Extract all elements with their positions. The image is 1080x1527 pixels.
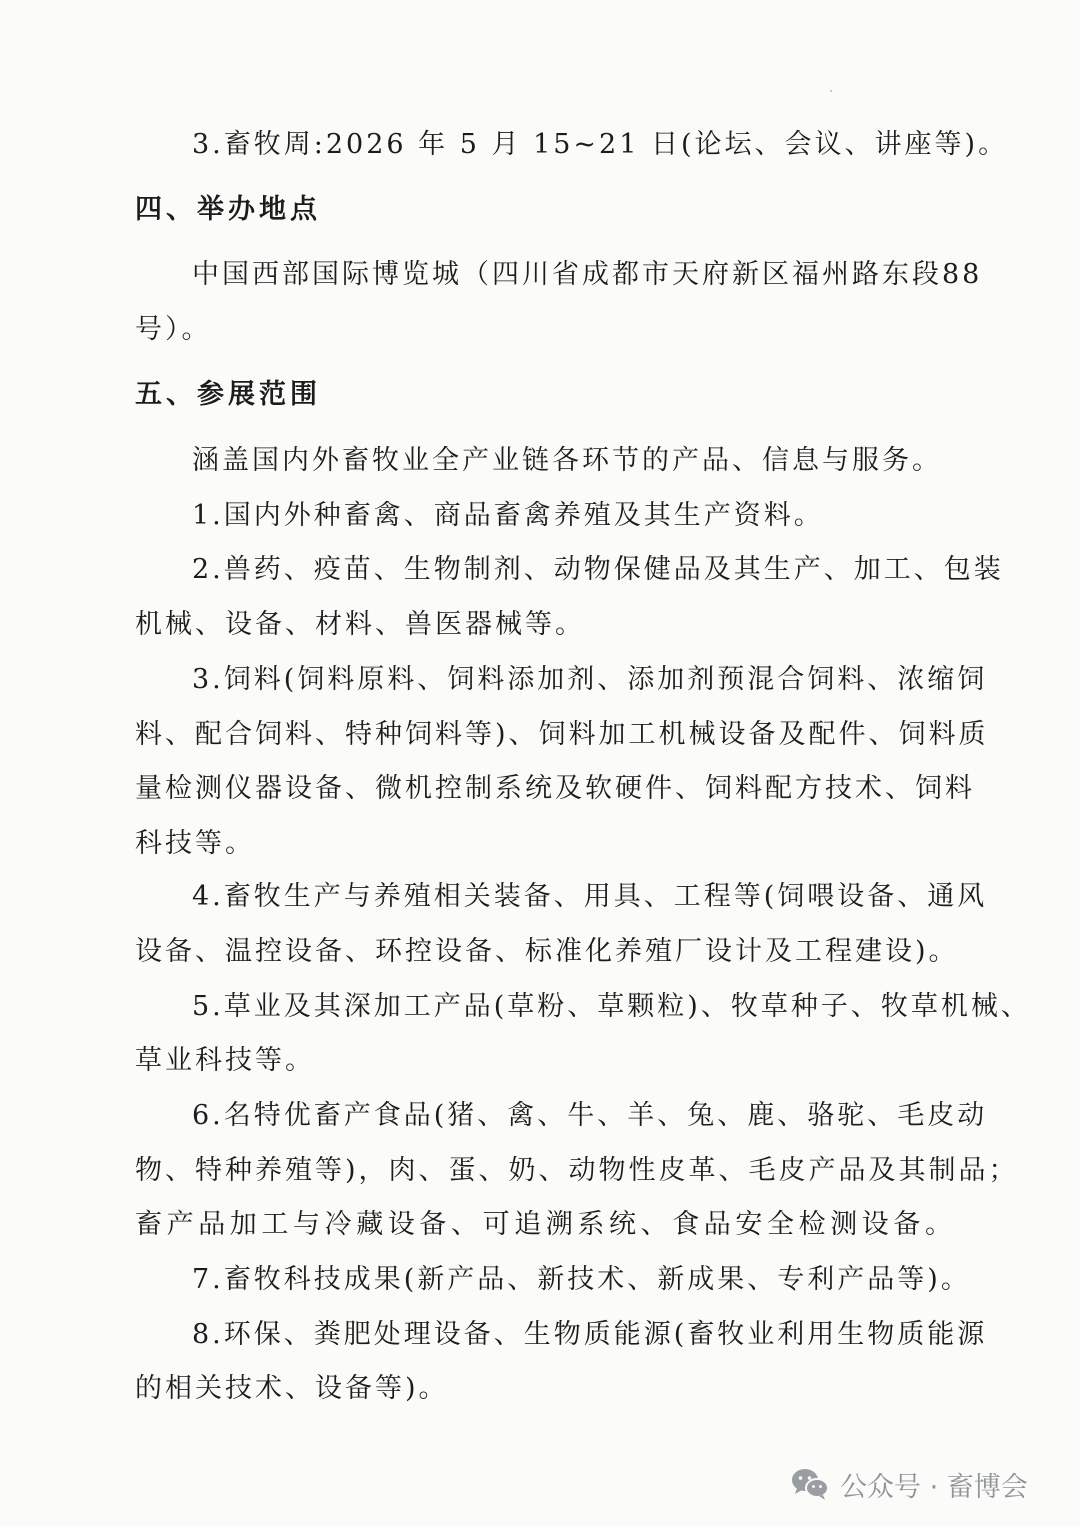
watermark-text: 公众号 · 畜博会: [840, 1471, 1028, 1503]
scope-item-5-line-1: 5.草业及其深加工产品(草粉、草颗粒)、牧草种子、牧草机械、: [192, 991, 1031, 1022]
scope-item-2-line-1: 2.兽药、疫苗、生物制剂、动物保健品及其生产、加工、包装: [192, 554, 1004, 585]
scope-item-3-line-2: 料、配合饲料、特种饲料等)、饲料加工机械设备及配件、饲料质: [135, 719, 989, 750]
scope-item-7: 7.畜牧科技成果(新产品、新技术、新成果、专利产品等)。: [192, 1264, 971, 1295]
scope-intro: 涵盖国内外畜牧业全产业链各环节的产品、信息与服务。: [192, 445, 942, 476]
section-heading-exhibit-scope: 五、参展范围: [135, 379, 321, 410]
scope-item-6-line-1: 6.名特优畜产食品(猪、禽、牛、羊、兔、鹿、骆驼、毛皮动: [192, 1100, 988, 1131]
scope-item-3-line-1: 3.饲料(饲料原料、饲料添加剂、添加剂预混合饲料、浓缩饲: [192, 664, 988, 695]
scope-item-6-line-3: 畜产品加工与冷藏设备、可追溯系统、食品安全检测设备。: [135, 1209, 955, 1240]
wechat-watermark: [790, 1462, 1028, 1506]
scope-item-2-line-2: 机械、设备、材料、兽医器械等。: [135, 609, 585, 640]
scope-item-3-line-3: 量检测仪器设备、微机控制系统及软硬件、饲料配方技术、饲料: [135, 773, 975, 804]
scope-item-5-line-2: 草业科技等。: [135, 1045, 315, 1076]
scope-item-6-line-2: 物、特种养殖等)，肉、蛋、奶、动物性皮革、毛皮产品及其制品；: [135, 1155, 1019, 1186]
wechat-icon: [790, 1467, 830, 1501]
scope-item-3-line-4: 科技等。: [135, 828, 255, 859]
scope-item-4-line-2: 设备、温控设备、环控设备、标准化养殖厂设计及工程建设)。: [135, 936, 959, 967]
scan-speck: [830, 90, 832, 92]
section-heading-venue: 四、举办地点: [135, 194, 321, 225]
venue-paragraph-line-1: 中国西部国际博览城（四川省成都市天府新区福州路东段88: [192, 259, 983, 290]
scope-item-4-line-1: 4.畜牧生产与养殖相关装备、用具、工程等(饲喂设备、通风: [192, 881, 988, 912]
schedule-item-3: 3.畜牧周:2026 年 5 月 15~21 日(论坛、会议、讲座等)。: [192, 129, 1009, 160]
venue-paragraph-line-2: 号）。: [135, 314, 212, 345]
scope-item-1: 1.国内外种畜禽、商品畜禽养殖及其生产资料。: [192, 500, 824, 531]
scope-item-8-line-1: 8.环保、粪肥处理设备、生物质能源(畜牧业利用生物质能源: [192, 1319, 988, 1350]
scope-item-8-line-2: 的相关技术、设备等)。: [135, 1373, 449, 1404]
